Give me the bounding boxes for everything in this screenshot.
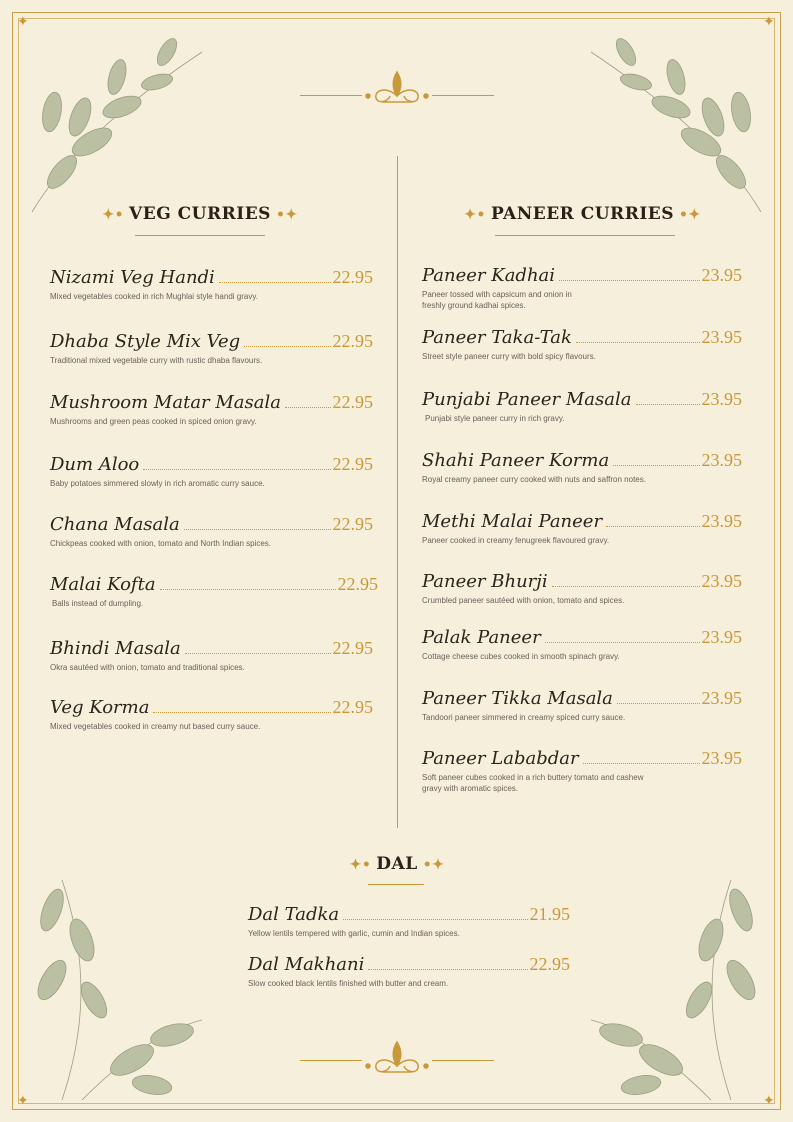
item-name: Bhindi Masala bbox=[50, 638, 181, 659]
menu-item bbox=[422, 327, 742, 362]
item-description: Balls instead of dumpling. bbox=[52, 599, 144, 608]
leader-dots bbox=[343, 919, 527, 920]
leaf-branch-icon bbox=[581, 870, 771, 1100]
section-underline bbox=[135, 235, 265, 236]
leader-dots bbox=[160, 589, 336, 590]
leader-dots bbox=[613, 465, 699, 466]
menu-item bbox=[50, 454, 373, 489]
menu-item bbox=[422, 450, 742, 485]
item-description: Punjabi style paneer curry in rich gravy. bbox=[425, 414, 565, 423]
leader-dots bbox=[552, 586, 700, 587]
item-name: Paneer Bhurji bbox=[422, 571, 548, 592]
leader-dots bbox=[219, 282, 331, 283]
leaf-branch-icon bbox=[22, 870, 212, 1100]
item-price: 22.95 bbox=[332, 392, 373, 412]
diamond-dot-icon: •✦ bbox=[422, 857, 445, 873]
item-description: freshly ground kadhai spices. bbox=[422, 301, 526, 310]
item-description: Paneer cooked in creamy fenugreek flavoured gravy. bbox=[422, 536, 610, 545]
section-underline bbox=[495, 235, 675, 236]
item-price: 23.95 bbox=[701, 389, 742, 409]
item-description: Cottage cheese cubes cooked in smooth spinach gravy. bbox=[422, 652, 620, 661]
menu-item bbox=[50, 514, 373, 549]
item-description: Street style paneer curry with bold spicy flavours. bbox=[422, 352, 596, 361]
item-name: Palak Paneer bbox=[422, 627, 541, 648]
section-title-dal bbox=[326, 854, 468, 874]
section-title-text: PANEER CURRIES bbox=[490, 204, 675, 224]
item-price: 23.95 bbox=[701, 327, 742, 347]
item-price: 23.95 bbox=[701, 511, 742, 531]
menu-item bbox=[50, 267, 373, 302]
item-name: Dal Tadka bbox=[248, 904, 340, 925]
item-name: Methi Malai Paneer bbox=[422, 511, 603, 532]
item-price: 22.95 bbox=[332, 331, 373, 351]
menu-item bbox=[422, 748, 742, 794]
menu-item bbox=[422, 265, 742, 311]
leader-dots bbox=[617, 703, 700, 704]
item-description: Mushrooms and green peas cooked in spiced onion gravy. bbox=[50, 417, 257, 426]
top-flourish-line-right bbox=[432, 95, 494, 96]
leader-dots bbox=[576, 342, 700, 343]
leader-dots bbox=[545, 642, 700, 643]
menu-item bbox=[50, 638, 373, 673]
column-divider bbox=[397, 156, 398, 828]
fleur-de-lis-icon bbox=[362, 1038, 432, 1078]
bottom-flourish-line-right bbox=[432, 1060, 494, 1061]
item-description: Chickpeas cooked with onion, tomato and North Indian spices. bbox=[50, 539, 272, 548]
section-title-text: VEG CURRIES bbox=[129, 204, 271, 224]
leader-dots bbox=[185, 653, 331, 654]
corner-star-icon: ✦ bbox=[763, 1092, 775, 1108]
item-price: 22.95 bbox=[529, 954, 570, 974]
item-description: Baby potatoes simmered slowly in rich aromatic curry sauce. bbox=[50, 479, 265, 488]
leader-dots bbox=[244, 346, 330, 347]
menu-item bbox=[422, 389, 742, 424]
leader-dots bbox=[143, 469, 330, 470]
corner-star-icon: ✦ bbox=[17, 13, 29, 29]
corner-star-icon: ✦ bbox=[17, 1092, 29, 1108]
item-price: 22.95 bbox=[332, 514, 373, 534]
item-name: Chana Masala bbox=[50, 514, 180, 535]
item-price: 22.95 bbox=[332, 454, 373, 474]
item-description: Mixed vegetables cooked in rich Mughlai style handi gravy. bbox=[50, 292, 258, 301]
item-name: Malai Kofta bbox=[50, 574, 156, 595]
item-description: Royal creamy paneer curry cooked with nuts and saffron notes. bbox=[422, 475, 646, 484]
item-price: 23.95 bbox=[701, 571, 742, 591]
corner-star-icon: ✦ bbox=[763, 13, 775, 29]
item-name: Dum Aloo bbox=[50, 454, 140, 475]
diamond-dot-icon: ✦• bbox=[464, 207, 486, 223]
leader-dots bbox=[285, 407, 331, 408]
item-description: Soft paneer cubes cooked in a rich buttery tomato and cashew bbox=[422, 773, 644, 782]
item-price: 22.95 bbox=[337, 574, 378, 594]
section-title-veg bbox=[95, 204, 305, 224]
item-price: 23.95 bbox=[701, 748, 742, 768]
item-name: Paneer Taka-Tak bbox=[422, 327, 572, 348]
top-flourish-line-left bbox=[300, 95, 362, 96]
item-name: Veg Korma bbox=[50, 697, 150, 718]
bottom-flourish-line-left bbox=[300, 1060, 362, 1061]
item-name: Shahi Paneer Korma bbox=[422, 450, 610, 471]
item-name: Nizami Veg Handi bbox=[50, 267, 215, 288]
leader-dots bbox=[583, 763, 700, 764]
fleur-de-lis-icon bbox=[362, 68, 432, 108]
menu-item bbox=[50, 392, 373, 427]
leader-dots bbox=[559, 280, 699, 281]
leader-dots bbox=[636, 404, 700, 405]
item-name: Paneer Kadhai bbox=[422, 265, 556, 286]
item-description: Paneer tossed with capsicum and onion in bbox=[422, 290, 572, 299]
item-description: Traditional mixed vegetable curry with rustic dhaba flavours. bbox=[50, 356, 263, 365]
item-price: 23.95 bbox=[701, 450, 742, 470]
section-title-text: DAL bbox=[376, 854, 418, 874]
item-price: 22.95 bbox=[332, 267, 373, 287]
item-name: Punjabi Paneer Masala bbox=[422, 389, 632, 410]
leader-dots bbox=[606, 526, 699, 527]
item-name: Mushroom Matar Masala bbox=[50, 392, 281, 413]
section-underline bbox=[368, 884, 424, 885]
leader-dots bbox=[184, 529, 331, 530]
item-description: Slow cooked black lentils finished with butter and cream. bbox=[248, 979, 449, 988]
menu-item bbox=[50, 331, 373, 366]
item-price: 23.95 bbox=[701, 265, 742, 285]
item-name: Paneer Lababdar bbox=[422, 748, 579, 769]
diamond-dot-icon: ✦• bbox=[349, 857, 372, 873]
item-description: Tandoori paneer simmered in creamy spiced curry sauce. bbox=[422, 713, 626, 722]
leader-dots bbox=[153, 712, 330, 713]
leader-dots bbox=[368, 969, 527, 970]
item-price: 21.95 bbox=[529, 904, 570, 924]
item-price: 23.95 bbox=[701, 688, 742, 708]
menu-item bbox=[50, 697, 373, 732]
menu-item bbox=[248, 904, 570, 939]
item-price: 23.95 bbox=[701, 627, 742, 647]
item-description: Yellow lentils tempered with garlic, cumin and Indian spices. bbox=[248, 929, 460, 938]
item-description: gravy with aromatic spices. bbox=[422, 784, 519, 793]
section-title-paneer bbox=[455, 204, 710, 224]
diamond-dot-icon: •✦ bbox=[275, 207, 298, 223]
item-description: Crumbled paneer sautéed with onion, tomato and spices. bbox=[422, 596, 625, 605]
item-description: Mixed vegetables cooked in creamy nut based curry sauce. bbox=[50, 722, 261, 731]
item-name: Dhaba Style Mix Veg bbox=[50, 331, 241, 352]
leaf-branch-icon bbox=[22, 22, 222, 222]
menu-item bbox=[422, 571, 742, 606]
diamond-dot-icon: •✦ bbox=[679, 207, 701, 223]
item-name: Dal Makhani bbox=[248, 954, 365, 975]
menu-item bbox=[422, 627, 742, 662]
item-price: 22.95 bbox=[332, 697, 373, 717]
menu-item bbox=[422, 688, 742, 723]
menu-item bbox=[248, 954, 570, 989]
item-name: Paneer Tikka Masala bbox=[422, 688, 613, 709]
menu-item bbox=[422, 511, 742, 546]
menu-item bbox=[50, 574, 378, 609]
leaf-branch-icon bbox=[571, 22, 771, 222]
item-price: 22.95 bbox=[332, 638, 373, 658]
diamond-dot-icon: ✦• bbox=[102, 207, 125, 223]
item-description: Okra sautéed with onion, tomato and traditional spices. bbox=[50, 663, 245, 672]
